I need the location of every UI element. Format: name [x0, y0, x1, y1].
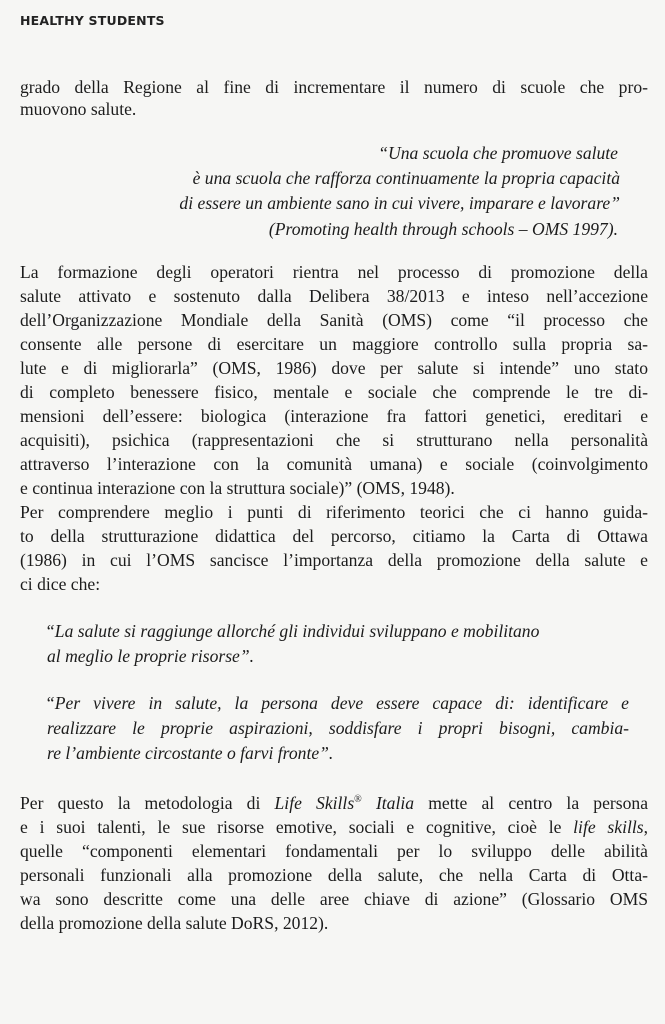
- para1-line-9: attraverso l’interazione con la comunità umana) e sociale (coinvolgimento: [20, 454, 648, 474]
- intro-line-1: grado della Regione al fine di incrementare il numero di scuole che pro-: [20, 77, 648, 97]
- quote2-line-1: “La salute si raggiunge allorché gli individui sviluppano e mobilitano: [45, 621, 540, 641]
- running-header: HEALTHY STUDENTS: [20, 13, 165, 28]
- quote3-line-2: realizzare le proprie aspirazioni, soddisfare i propri bisogni, cambia-: [47, 718, 629, 738]
- para3-line-2: e i suoi talenti, le sue risorse emotive, sociali e cognitive, cioè le life skills,: [20, 817, 648, 837]
- quote1-line-3: di essere un ambiente sano in cui vivere, imparare e lavorare”: [179, 193, 620, 213]
- para1-line-7: mensioni dell’essere: biologica (interazione fra fattori genetici, ereditari e: [20, 406, 648, 426]
- quote1-line-1: “Una scuola che promuove salute: [378, 143, 618, 163]
- para2-line-4: ci dice che:: [20, 574, 101, 594]
- quote3-line-1: “Per vivere in salute, la persona deve essere capace di: identificare e: [45, 693, 629, 713]
- para2-line-2: to della strutturazione didattica del percorso, citiamo la Carta di Ottawa: [20, 526, 648, 546]
- para3-line-5: wa sono descritte come una delle aree chiave di azione” (Glossario OMS: [20, 889, 648, 909]
- quote1-line-2: è una scuola che rafforza continuamente la propria capacità: [192, 168, 620, 188]
- para2-line-3: (1986) in cui l’OMS sancisce l’importanza della promozione della salute e: [20, 550, 648, 570]
- para2-line-1: Per comprendere meglio i punti di riferimento teorici che ci hanno guida-: [20, 502, 648, 522]
- quote2-line-2: al meglio le proprie risorse”.: [47, 646, 255, 666]
- para1-line-2: salute attivato e sostenuto dalla Delibera 38/2013 e inteso nell’accezione: [20, 286, 648, 306]
- intro-line-2: muovono salute.: [20, 99, 137, 119]
- para1-line-8: acquisiti), psichica (rappresentazioni che si strutturano nella personalità: [20, 430, 648, 450]
- para3-line-4: personali funzionali alla promozione della salute, che nella Carta di Otta-: [20, 865, 648, 885]
- para1-line-1: La formazione degli operatori rientra nel processo di promozione della: [20, 262, 648, 282]
- para1-line-4: consente alle persone di esercitare un maggiore controllo sulla propria sa-: [20, 334, 648, 354]
- para1-line-3: dell’Organizzazione Mondiale della Sanità (OMS) come “il processo che: [20, 310, 648, 330]
- para3-line-1: Per questo la metodologia di Life Skills® Italia mette al centro la persona: [20, 793, 649, 813]
- quote3-line-3: re l’ambiente circostante o farvi fronte”.: [47, 743, 334, 763]
- para3-line-6: della promozione della salute DoRS, 2012).: [20, 913, 329, 933]
- para3-line-3: quelle “componenti elementari fondamentali per lo sviluppo delle abilità: [20, 841, 648, 861]
- para1-line-5: lute e di migliorarla” (OMS, 1986) dove per salute si intende” uno stato: [20, 358, 648, 378]
- quote1-line-4: (Promoting health through schools – OMS 1997).: [268, 219, 618, 239]
- para1-line-10: e continua interazione con la struttura sociale)” (OMS, 1948).: [20, 478, 455, 498]
- para1-line-6: di completo benessere fisico, mentale e sociale che comprende le tre di-: [20, 382, 648, 402]
